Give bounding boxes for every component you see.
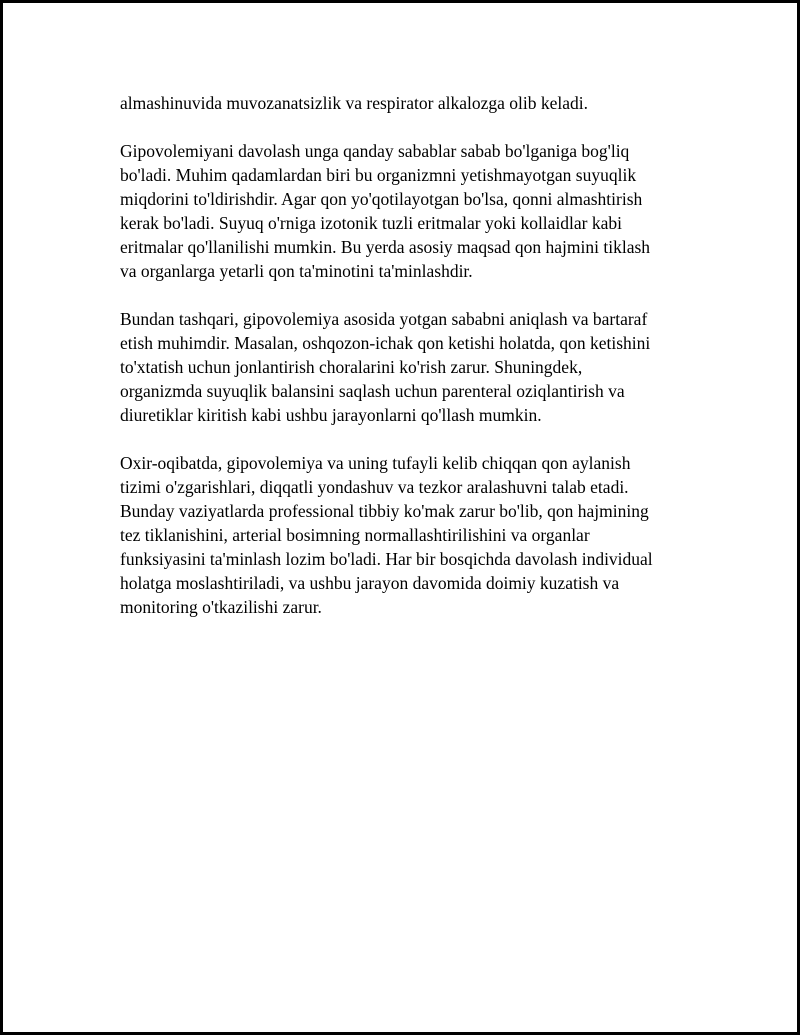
text-line: kerak bo'ladi. Suyuq o'rniga izotonik tuzli eritmalar yoki kollaidlar kabi	[120, 213, 623, 233]
text-line: va organlarga yetarli qon ta'minotini ta'minlashdir.	[120, 261, 473, 281]
text-line: tizimi o'zgarishlari, diqqatli yondashuv va tezkor aralashuvni talab etadi.	[120, 477, 629, 497]
text-line: Bundan tashqari, gipovolemiya asosida yotgan sababni aniqlash va bartaraf	[120, 309, 648, 329]
text-line: almashinuvida muvozanatsizlik va respirator alkalozga olib keladi.	[120, 93, 588, 113]
text-line: etish muhimdir. Masalan, oshqozon-ichak qon ketishi holatda, qon ketishini	[120, 333, 651, 353]
text-line: bo'ladi. Muhim qadamlardan biri bu organizmni yetishmayotgan suyuqlik	[120, 165, 637, 185]
paragraph-1	[120, 91, 690, 115]
text-line: eritmalar qo'llanilishi mumkin. Bu yerda asosiy maqsad qon hajmini tiklash	[120, 237, 651, 257]
text-line: miqdorini to'ldirishdir. Agar qon yo'qotilayotgan bo'lsa, qonni almashtirish	[120, 189, 643, 209]
paragraph-4	[120, 451, 690, 619]
text-line: tez tiklanishini, arterial bosimning normallashtirilishini va organlar	[120, 525, 590, 545]
text-line: Oxir-oqibatda, gipovolemiya va uning tufayli kelib chiqqan qon aylanish	[120, 453, 631, 473]
text-line: funksiyasini ta'minlash lozim bo'ladi. Har bir bosqichda davolash individual	[120, 549, 653, 569]
document-body	[120, 91, 690, 643]
paragraph-3	[120, 307, 690, 427]
text-line: Bunday vaziyatlarda professional tibbiy ko'mak zarur bo'lib, qon hajmining	[120, 501, 649, 521]
text-line: holatga moslashtiriladi, va ushbu jarayon davomida doimiy kuzatish va	[120, 573, 620, 593]
text-line: to'xtatish uchun jonlantirish choralarini ko'rish zarur. Shuningdek,	[120, 357, 583, 377]
text-line: organizmda suyuqlik balansini saqlash uchun parenteral oziqlantirish va	[120, 381, 625, 401]
text-line: diuretiklar kiritish kabi ushbu jarayonlarni qo'llash mumkin.	[120, 405, 542, 425]
text-line: monitoring o'tkazilishi zarur.	[120, 597, 322, 617]
paragraph-2	[120, 139, 690, 283]
text-line: Gipovolemiyani davolash unga qanday sabablar sabab bo'lganiga bog'liq	[120, 141, 630, 161]
